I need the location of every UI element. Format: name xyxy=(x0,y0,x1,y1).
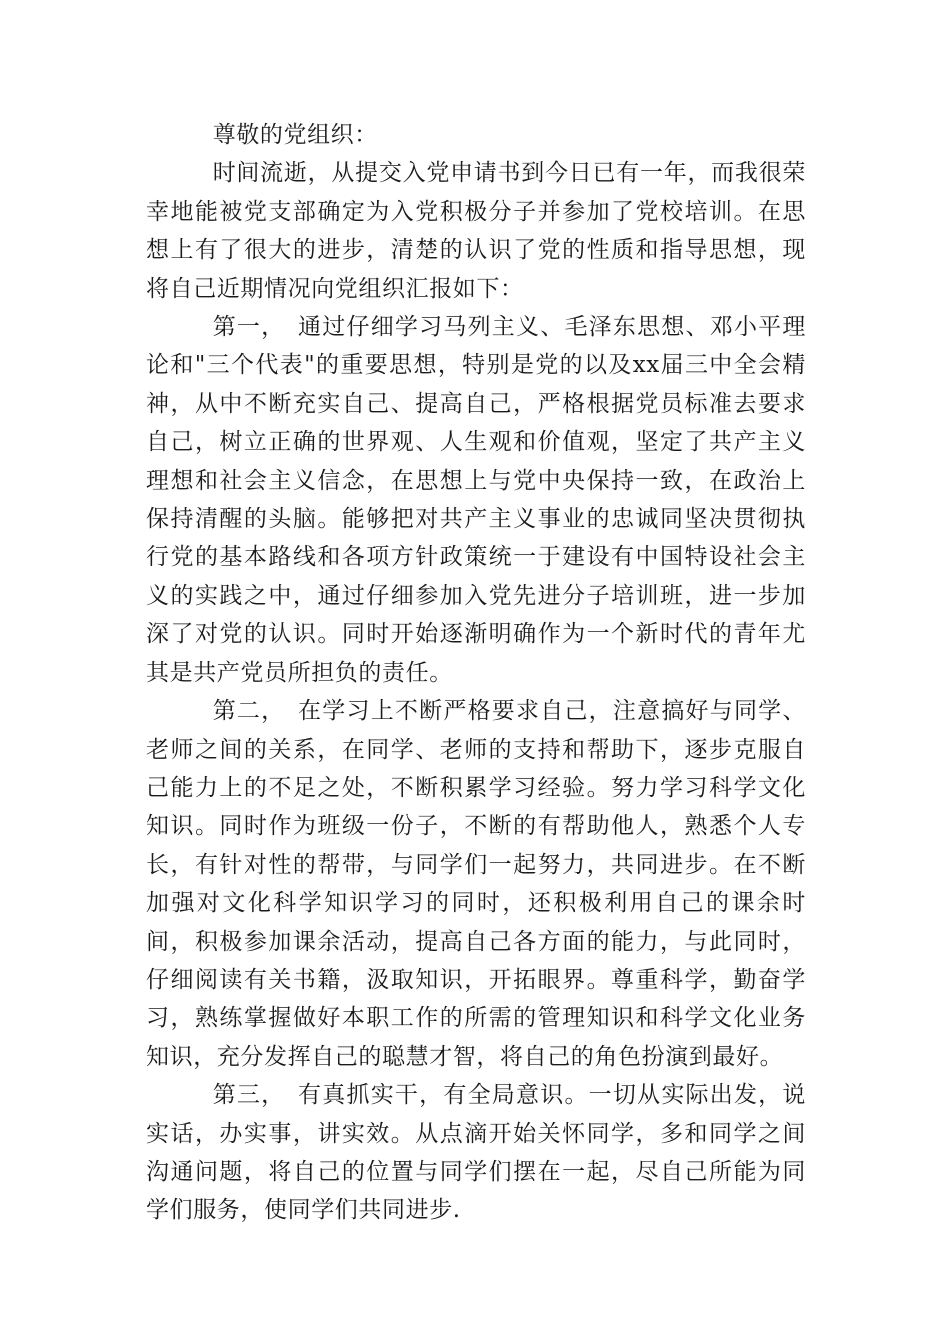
paragraph-third: 第三， 有真抓实干，有全局意识。一切从实际出发，说实话，办实事，讲实效。从点滴开始关怀同学，多和同学之间沟通问题，将自己的位置与同学们摆在一起，尽自己所能为同学们服务，使同学们共同进步. xyxy=(146,1082,806,1224)
paragraph-intro: 时间流逝，从提交入党申请书到今日已有一年，而我很荣幸地能被党支部确定为入党积极分子并参加了党校培训。在思想上有了很大的进步，清楚的认识了党的性质和指导思想，现将自己近期情况向党组织汇报如下： xyxy=(146,160,806,302)
paragraph-first: 第一， 通过仔细学习马列主义、毛泽东思想、邓小平理论和"三个代表"的重要思想，特别是党的以及xx届三中全会精神，从中不断充实自己、提高自己，严格根据党员标准去要求自己，树立正确的世界观、人生观和价值观，坚定了共产主义理想和社会主义信念，在思想上与党中央保持一致，在政治上保持清醒的头脑。能够把对共产主义事业的忠诚同坚决贯彻执行党的基本路线和各项方针政策统一于建设有中国特设社会主义的实践之中，通过仔细参加入党先进分子培训班，进一步加深了对党的认识。同时开始逐渐明确作为一个新时代的青年尤其是共产党员所担负的责任。 xyxy=(146,314,806,686)
document-body xyxy=(146,116,806,1230)
paragraph-second: 第二， 在学习上不断严格要求自己，注意搞好与同学、老师之间的关系，在同学、老师的支持和帮助下，逐步克服自己能力上的不足之处，不断积累学习经验。努力学习科学文化知识。同时作为班级一份子，不断的有帮助他人，熟悉个人专长，有针对性的帮带，与同学们一起努力，共同进步。在不断加强对文化科学知识学习的同时，还积极利用自己的课余时间，积极参加课余活动，提高自己各方面的能力，与此同时，仔细阅读有关书籍，汲取知识，开拓眼界。尊重科学，勤奋学习，熟练掌握做好本职工作的所需的管理知识和科学文化业务知识，充分发挥自己的聪慧才智，将自己的角色扮演到最好。 xyxy=(146,698,806,1070)
salutation: 尊敬的党组织： xyxy=(212,122,378,148)
